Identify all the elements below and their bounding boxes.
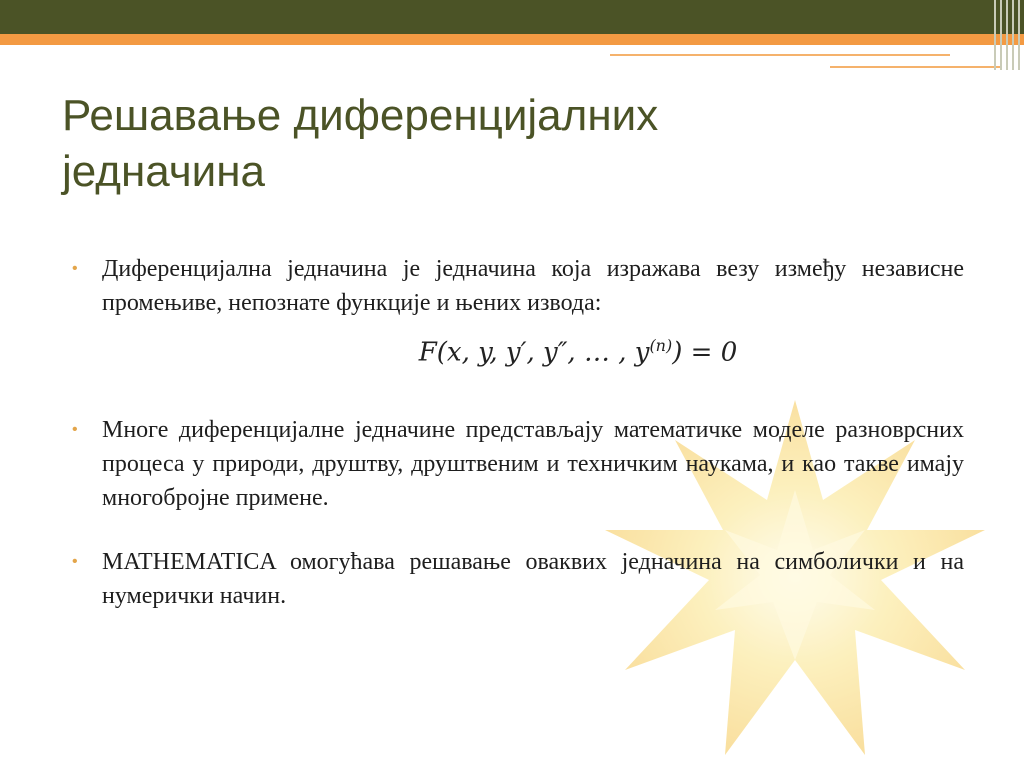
title-line-2: једначина xyxy=(62,147,266,196)
accent-line xyxy=(610,54,950,56)
bullet-text: Многе диференцијалне једначине представљају математичке моделе разноврсних процеса у природи, друштву, друштвеним и техничким наукама, и као такве имају многобројне примене. xyxy=(102,416,964,511)
bullet-list xyxy=(72,252,964,613)
bullet-text: Диференцијална једначина је једначина која изражава везу између независне промењиве, непознате функције и њених извода: xyxy=(102,256,964,316)
equation-main: F(x, y, y′, y″, … , y xyxy=(418,337,650,368)
equation xyxy=(102,324,964,375)
bullet-dot-icon: • xyxy=(72,260,78,277)
bullet-text: MATHEMATICA омогућава решавање оваквих једначина на симболички и на нумерички начин. xyxy=(102,548,964,609)
bullet-item xyxy=(72,252,964,375)
bullet-dot-icon: • xyxy=(72,552,78,570)
bullet-item xyxy=(72,413,964,515)
slide-title xyxy=(62,88,962,200)
orange-band xyxy=(0,34,1024,45)
title-line-1: Решавање диференцијалних xyxy=(62,91,659,140)
accent-line xyxy=(830,66,1000,68)
bullet-dot-icon: • xyxy=(72,420,78,438)
top-band xyxy=(0,0,1024,34)
bullet-item xyxy=(72,545,964,613)
equation-superscript: (n) xyxy=(649,336,673,355)
equation-tail: ) = 0 xyxy=(672,337,738,368)
corner-stripes xyxy=(990,0,1024,70)
